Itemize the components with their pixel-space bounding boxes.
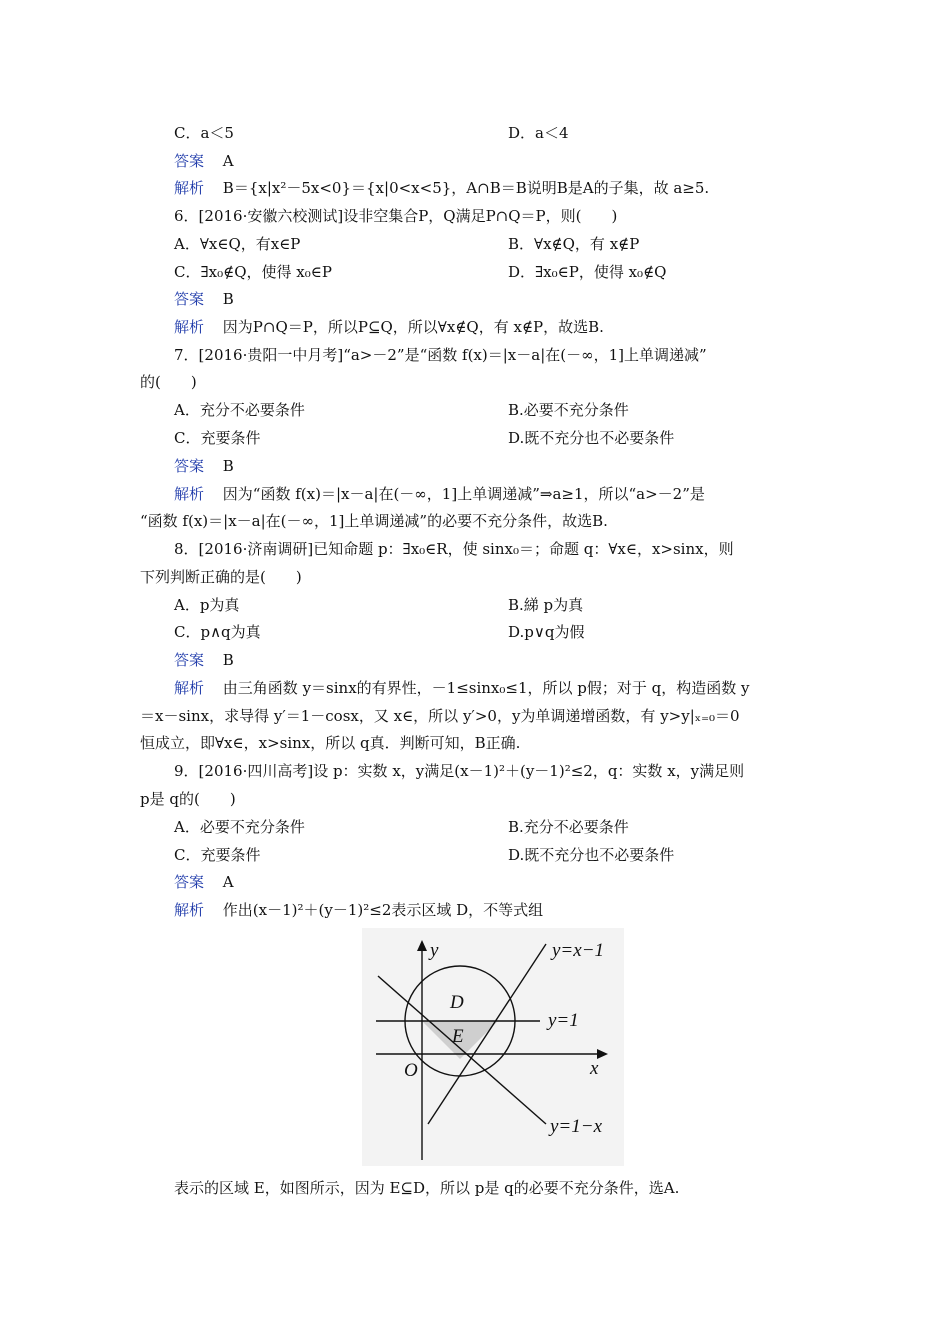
explanation-q8-line-2: ＝x－sinx，求导得 y′＝1－cosx，又 x∈，所以 y′>0，y为单调递增函数，有 y>y|ₓ₌₀＝0 bbox=[140, 707, 740, 725]
option-c-q6: C．∃x₀∉Q，使得 x₀∈P bbox=[174, 263, 332, 281]
option-c-q7: C．充要条件 bbox=[174, 429, 261, 447]
answer-label: 答案 bbox=[174, 290, 205, 308]
option-a-q8: A．p为真 bbox=[174, 596, 240, 614]
question-8-line-1: 8．[2016·济南调研]已知命题 p：∃x₀∈R，使 sinx₀＝；命题 q：∀x∈，x>sinx，则 bbox=[174, 540, 734, 558]
answer-value: B bbox=[222, 457, 234, 475]
question-9-line-1: 9．[2016·四川高考]设 p：实数 x，y满足(x－1)²＋(y－1)²≤2，q：实数 x，y满足则 bbox=[174, 762, 745, 780]
answer-q7 bbox=[174, 456, 234, 476]
explanation-label: 解析 bbox=[174, 901, 205, 919]
x-axis-label: x bbox=[590, 1058, 599, 1079]
option-a-q7: A．充分不必要条件 bbox=[174, 401, 305, 419]
option-b-q6: B．∀x∉Q，有 x∉P bbox=[508, 235, 640, 253]
option-a-q6: A．∀x∈Q，有x∈P bbox=[174, 235, 301, 253]
explanation-text: 由三角函数 y＝sinx的有界性，－1≤sinx₀≤1，所以 p假；对于 q，构造函数 y bbox=[222, 679, 750, 697]
explanation-label: 解析 bbox=[174, 485, 205, 503]
answer-value: A bbox=[222, 152, 234, 170]
explanation-text: B＝{x|x²－5x<0}＝{x|0<x<5}，A∩B＝B说明B是A的子集，故 a≥5. bbox=[222, 179, 710, 197]
explanation-text: 因为“函数 f(x)＝|x－a|在(－∞，1]上单调递减”⇒a≥1，所以“a>－2”是 bbox=[222, 485, 705, 503]
answer-value: B bbox=[222, 290, 234, 308]
option-d-q8: D.p∨q为假 bbox=[508, 623, 585, 641]
answer-value: B bbox=[222, 651, 234, 669]
option-c-q8: C．p∧q为真 bbox=[174, 623, 261, 641]
y-axis-arrow bbox=[417, 940, 427, 951]
option-b-q7: B.必要不充分条件 bbox=[508, 401, 629, 419]
option-d-q7: D.既不充分也不必要条件 bbox=[508, 429, 675, 447]
answer-label: 答案 bbox=[174, 873, 205, 891]
explanation-q8-line-3: 恒成立，即∀x∈，x>sinx，所以 q真．判断可知，B正确. bbox=[140, 734, 521, 752]
answer-label: 答案 bbox=[174, 152, 205, 170]
answer-q9 bbox=[174, 872, 234, 892]
line-label-y-equals-1-minus-x: y=1−x bbox=[550, 1116, 603, 1137]
option-d-q5: D．a＜4 bbox=[508, 124, 569, 142]
option-c-q5: C．a＜5 bbox=[174, 124, 234, 142]
x-axis-arrow bbox=[597, 1049, 608, 1059]
explanation-label: 解析 bbox=[174, 679, 205, 697]
explanation-q9 bbox=[174, 900, 543, 920]
explanation-q7-line-2: “函数 f(x)＝|x－a|在(－∞，1]上单调递减”的必要不充分条件，故选B. bbox=[140, 512, 608, 530]
question-8-line-2: 下列判断正确的是( ) bbox=[140, 568, 302, 586]
line-label-y-equals-1: y=1 bbox=[548, 1010, 579, 1031]
question-6: 6．[2016·安徽六校测试]设非空集合P，Q满足P∩Q＝P，则( ) bbox=[174, 207, 618, 225]
answer-q8 bbox=[174, 650, 234, 670]
explanation-label: 解析 bbox=[174, 179, 205, 197]
option-d-q9: D.既不充分也不必要条件 bbox=[508, 846, 675, 864]
question-9-line-2: p是 q的( ) bbox=[140, 790, 236, 808]
region-e-label: E bbox=[452, 1026, 464, 1047]
answer-label: 答案 bbox=[174, 651, 205, 669]
option-a-q9: A．必要不充分条件 bbox=[174, 818, 305, 836]
y-axis-label: y bbox=[430, 940, 439, 961]
explanation-q8-line-1 bbox=[174, 678, 750, 698]
answer-q5 bbox=[174, 151, 234, 171]
explanation-q7-line-1 bbox=[174, 484, 705, 504]
explanation-label: 解析 bbox=[174, 318, 205, 336]
region-figure bbox=[362, 928, 624, 1166]
answer-label: 答案 bbox=[174, 457, 205, 475]
line-label-y-equals-x-minus-1: y=x−1 bbox=[552, 940, 605, 961]
option-b-q9: B.充分不必要条件 bbox=[508, 818, 629, 836]
explanation-text: 作出(x－1)²＋(y－1)²≤2表示区域 D，不等式组 bbox=[222, 901, 544, 919]
explanation-q6 bbox=[174, 317, 604, 337]
explanation-text: 因为P∩Q＝P，所以P⊆Q，所以∀x∉Q，有 x∉P，故选B. bbox=[222, 318, 604, 336]
option-b-q8: B.綈 p为真 bbox=[508, 596, 584, 614]
final-conclusion: 表示的区域 E，如图所示，因为 E⊆D，所以 p是 q的必要不充分条件，选A. bbox=[174, 1179, 680, 1197]
question-7-line-1: 7．[2016·贵阳一中月考]“a>－2”是“函数 f(x)＝|x－a|在(－∞，1]上单调递减” bbox=[174, 346, 707, 364]
region-diagram bbox=[362, 928, 624, 1166]
option-c-q9: C．充要条件 bbox=[174, 846, 261, 864]
origin-label: O bbox=[404, 1060, 418, 1081]
question-7-line-2: 的( ) bbox=[140, 373, 197, 391]
explanation-q5 bbox=[174, 178, 709, 198]
region-d-label: D bbox=[450, 992, 464, 1013]
option-d-q6: D．∃x₀∈P，使得 x₀∉Q bbox=[508, 263, 667, 281]
answer-value: A bbox=[222, 873, 234, 891]
answer-q6 bbox=[174, 289, 234, 309]
